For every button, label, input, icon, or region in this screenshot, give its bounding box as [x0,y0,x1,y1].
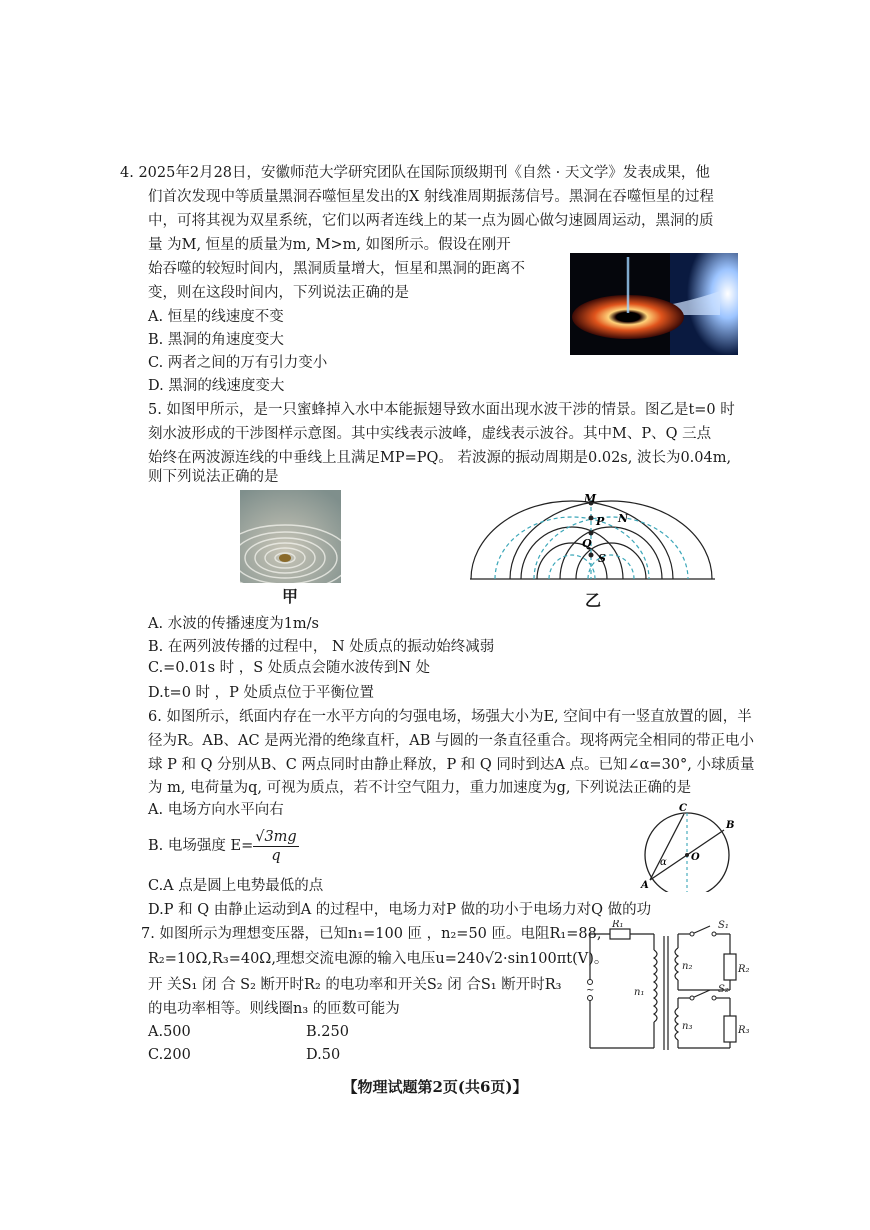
q5-option-c: C.=0.01s 时 ，S 处质点会随水波传到N 处 [148,660,431,676]
label-o: O [691,852,700,863]
circle-rod-diagram [636,800,748,892]
label-p: P [596,515,605,528]
q4-option-d: D. 黑洞的线速度变大 [148,378,285,394]
label-n3: n₃ [682,1021,693,1032]
label-q: Q [582,537,592,550]
label-r2: R₂ [738,964,750,975]
q6-option-c: C.A 点是圆上电势最低的点 [148,878,324,894]
q7-option-c: C.200 [148,1047,191,1063]
water-ripple-photo [240,490,341,583]
q6-option-d: D.P 和 Q 由静止运动到A 的过程中，电场力对P 做的功小于电场力对Q 做的功 [148,902,652,918]
label-s2: S₂ [718,984,729,995]
q4-line-1: 4. 2025年2月28日，安徽师范大学研究团队在国际顶级期刊《自然 · 天文学》发表成果，他 [120,165,710,181]
label-n: N [618,512,629,525]
q5-option-d: D.t=0 时 ，P 处质点位于平衡位置 [148,685,375,701]
q5-line-4: 则下列说法正确的是 [148,469,279,485]
label-n1: n₁ [634,987,645,998]
q5-line-3: 始终在两波源连线的中垂线上且满足MP=PQ。 若波源的振动周期是0.02s, 波长为0.04m, [148,450,732,466]
q7-option-a: A.500 [148,1024,191,1040]
q6-line-2: 径为R。AB、AC 是两光滑的绝缘直杆，AB 与圆的一条直径重合。现将两完全相同的带正电小 [148,733,754,749]
q6-line-4: 为 m, 电荷量为q, 可视为质点，若不计空气阻力，重力加速度为g, 下列说法正确的是 [148,780,692,796]
q4-option-b: B. 黑洞的角速度变大 [148,332,284,348]
caption-yi: 乙 [585,591,602,610]
field-strength-fraction [253,828,299,865]
label-alpha: α [660,857,667,868]
fraction-denominator: q [271,847,281,864]
q7-line-1: 7. 如图所示为理想变压器，已知n₁=100 匝 ，n₂=50 匝。电阻R₁=88, [141,926,602,942]
q6-option-b-prefix: B. 电场强度 E= [148,838,254,854]
q4-option-a: A. 恒星的线速度不变 [148,309,284,325]
q7-option-b: B.250 [306,1024,349,1040]
q5-option-b: B. 在两列波传播的过程中， N 处质点的振动始终减弱 [148,639,495,655]
page-footer: 【物理试题第2页(共6页)】 [342,1078,528,1096]
black-hole-image [570,253,738,355]
label-r1: R₁ [612,920,624,930]
q5-option-a: A. 水波的传播速度为1m/s [148,616,319,632]
label-c: C [679,803,687,814]
q6-line-3: 球 P 和 Q 分别从B、C 两点同时由静止释放，P 和 Q 同时到达A 点。已知∠α=30°, 小球质量 [148,757,755,773]
label-m: M [584,492,597,505]
q6-line-1: 6. 如图所示，纸面内存在一水平方向的匀强电场，场强大小为E, 空间中有一竖直放置的圆，半 [148,709,752,725]
q6-option-b [148,826,299,866]
q4-line-3: 中，可将其视为双星系统，它们以两者连线上的某一点为圆心做匀速圆周运动，黑洞的质 [148,213,714,229]
q6-option-a: A. 电场方向水平向右 [148,802,284,818]
q5-line-1: 5. 如图甲所示，是一只蜜蜂掉入水中本能振翅导致水面出现水波干涉的情景。图乙是t=0 时 [148,402,735,418]
label-r3: R₃ [738,1025,750,1036]
q4-line-6: 变，则在这段时间内，下列说法正确的是 [148,285,409,301]
q5-line-2: 刻水波形成的干涉图样示意图。其中实线表示波峰，虚线表示波谷。其中M、P、Q 三点 [148,426,712,442]
q7-line-2: R₂=10Ω,R₃=40Ω,理想交流电源的输入电压u=240√2·sin100πt(V)。 [148,951,609,967]
q4-option-c: C. 两者之间的万有引力变小 [148,355,328,371]
transformer-circuit [582,920,754,1055]
q4-line-5: 始吞噬的较短时间内，黑洞质量增大，恒星和黑洞的距离不 [148,261,525,277]
q7-line-4: 的电功率相等。则线圈n₃ 的匝数可能为 [148,1001,400,1017]
label-s1: S₁ [718,920,729,931]
fraction-numerator: √3mg [255,828,297,845]
label-a: A [641,880,649,891]
q7-line-3: 开 关S₁ 闭 合 S₂ 断开时R₂ 的电功率和开关S₂ 闭 合S₁ 断开时R₃ [148,977,562,993]
interference-diagram [470,492,720,587]
caption-jia: 甲 [282,587,299,606]
q7-option-d: D.50 [306,1047,341,1063]
q4-line-4: 量 为M, 恒星的质量为m, M>m, 如图所示。假设在刚开 [148,237,511,253]
ac-source-icon: ~ [586,985,595,996]
q4-line-2: 们首次发现中等质量黑洞吞噬恒星发出的X 射线准周期振荡信号。黑洞在吞噬恒星的过程 [148,189,714,205]
label-b: B [726,820,735,831]
label-n2: n₂ [682,961,693,972]
label-s: S [598,552,606,565]
